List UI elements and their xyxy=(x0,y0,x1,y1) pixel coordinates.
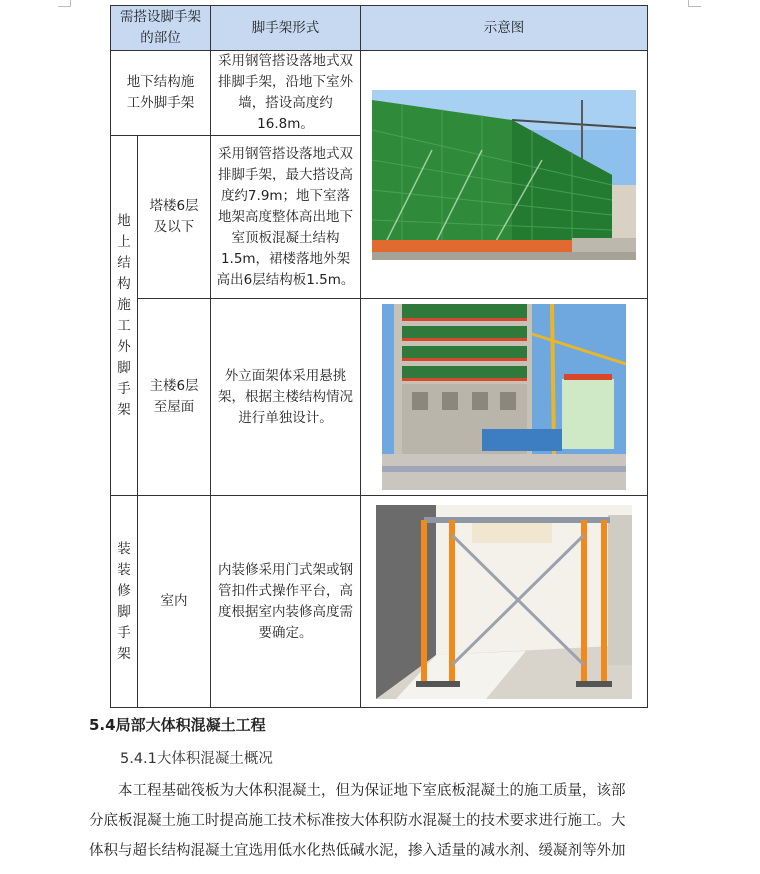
row-tower-location: 塔楼6层及以下 xyxy=(138,136,211,299)
table-row xyxy=(111,496,648,708)
section-heading: 5.4局部大体积混凝土工程 xyxy=(89,716,266,734)
page-corner-mark-left xyxy=(58,0,71,7)
table-row xyxy=(111,51,648,136)
photo-cell-2 xyxy=(361,299,648,496)
paragraph-line: 本工程基础筏板为大体积混凝土，但为保证地下室底板混凝土的施工质量，该部 xyxy=(89,783,626,799)
group-above-ground xyxy=(111,136,138,496)
row-main-location: 主楼6层至屋面 xyxy=(138,299,211,496)
paragraph-line: 体积与超长结构混凝土宜选用低水化热低碱水泥，掺入适量的减水剂、缓凝剂等外加 xyxy=(89,843,626,859)
group-decoration-label: 装装修脚手架 xyxy=(117,540,131,662)
subsection-heading: 5.4.1大体积混凝土概况 xyxy=(120,751,273,767)
photo-cell-3 xyxy=(361,496,648,708)
header-form: 脚手架形式 xyxy=(211,6,361,51)
row-tower-form: 采用钢管搭设落地式双排脚手架，最大搭设高度约7.9m；地下室落地架高度整体高出地下室顶板混凝土结构1.5m，裙楼落地外架高出6层结构板1.5m。 xyxy=(211,136,361,299)
header-illustration: 示意图 xyxy=(361,6,648,51)
photo-cell-1 xyxy=(361,51,648,299)
row-interior-location: 室内 xyxy=(138,496,211,708)
table-header-row xyxy=(111,6,648,51)
body-paragraph xyxy=(89,776,661,866)
row-basement-form: 采用钢管搭设落地式双排脚手架，沿地下室外墙，搭设高度约16.8m。 xyxy=(211,51,361,136)
row-basement-location: 地下结构施工外脚手架 xyxy=(111,51,211,136)
table-row xyxy=(111,299,648,496)
scaffold-table xyxy=(110,5,648,708)
row-interior-form: 内装修采用门式架或钢管扣件式操作平台，高度根据室内装修高度需要确定。 xyxy=(211,496,361,708)
paragraph-line: 分底板混凝土施工时提高施工技术标准按大体积防水混凝土的技术要求进行施工。大 xyxy=(89,813,626,829)
group-decoration xyxy=(111,496,138,708)
header-location: 需搭设脚手架的部位 xyxy=(111,6,211,51)
photo-door-frame-scaffold xyxy=(376,505,632,699)
photo-green-net-building xyxy=(372,90,636,260)
group-above-ground-label: 地上结构施工外脚手架 xyxy=(117,212,131,418)
row-main-form: 外立面架体采用悬挑架，根据主楼结构情况进行单独设计。 xyxy=(211,299,361,496)
photo-highrise-cantilever-scaffold xyxy=(382,304,626,490)
page-corner-mark-right xyxy=(688,0,701,7)
